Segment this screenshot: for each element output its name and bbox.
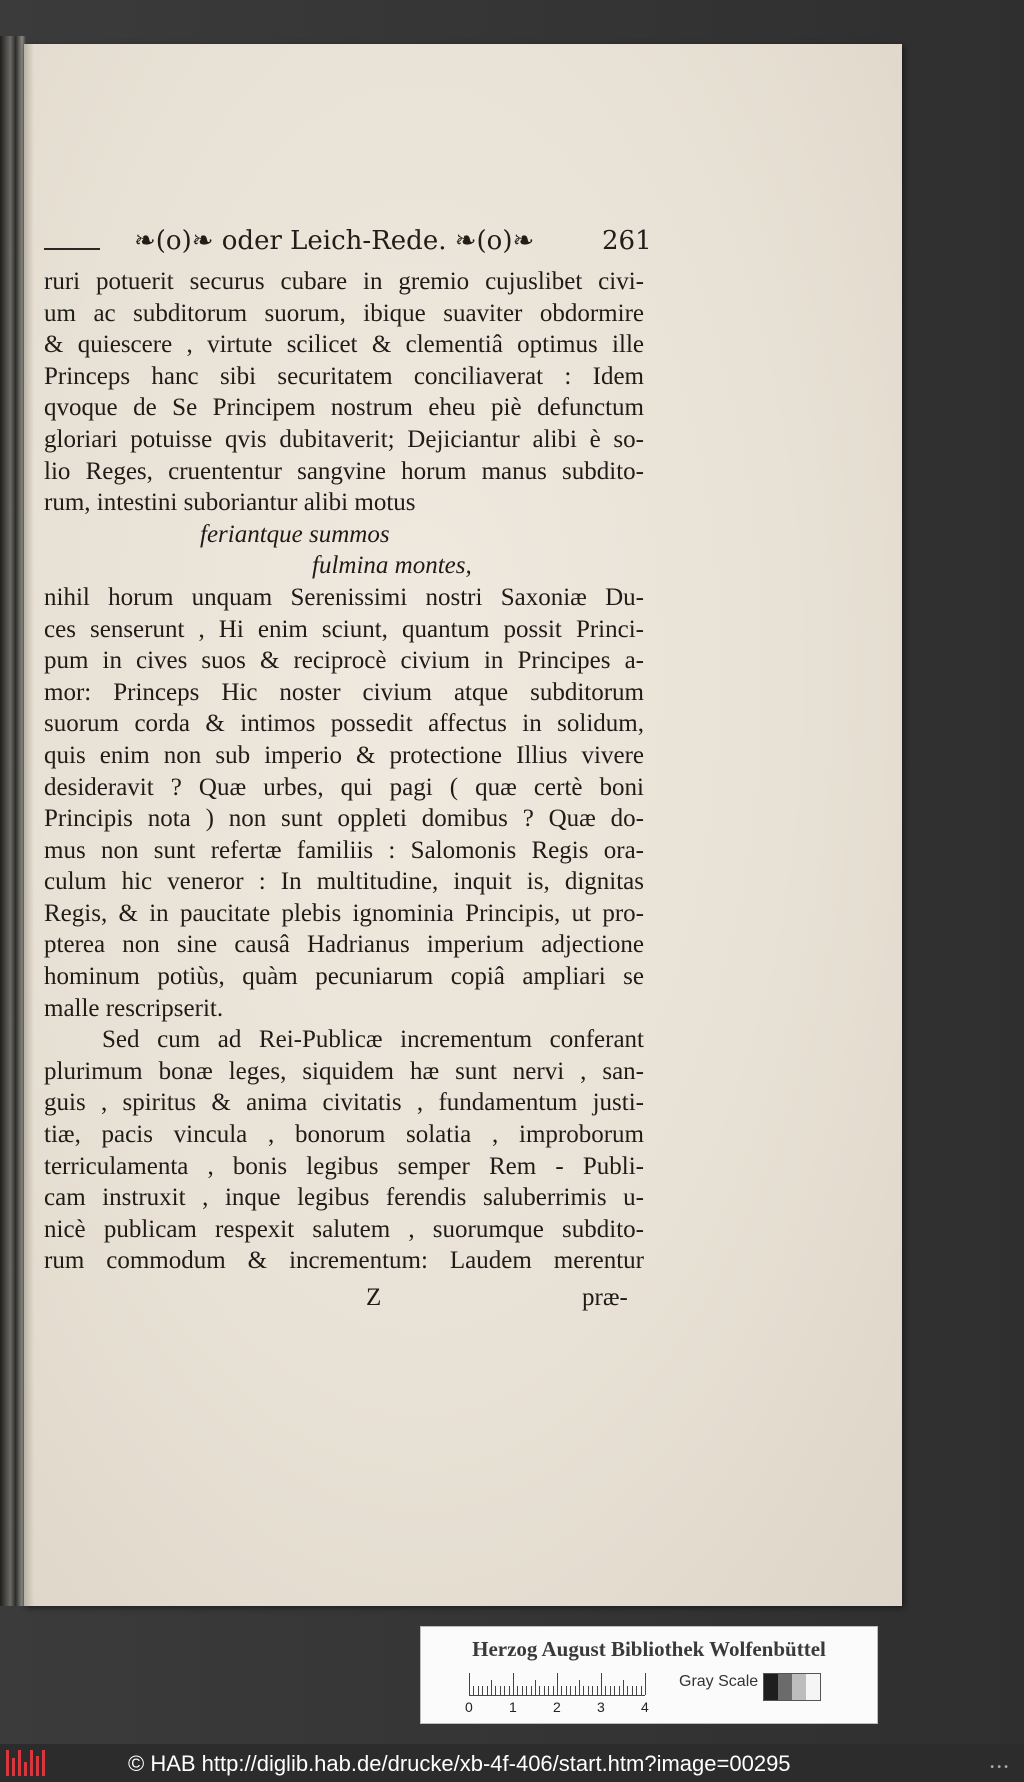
header-rule [44,248,100,250]
ruler-number: 0 [465,1699,473,1715]
text-line: terriculamenta , bonis legibus semper Rem - Publi- [44,1152,644,1180]
running-header [44,226,652,262]
text-line: Princeps hanc sibi securitatem conciliaverat : Idem [44,362,644,390]
ruler-tick [491,1680,492,1695]
signature-mark: Z [366,1284,382,1311]
ruler-tick [614,1686,615,1695]
gray-swatch [764,1674,778,1700]
ruler-tick [544,1686,545,1695]
ruler-tick [575,1686,576,1695]
text-line: quis enim non sub imperio & protectione Illius vivere [44,741,644,769]
text-line: cam instruxit , inque legibus ferendis saluberrimis u- [44,1184,644,1212]
text-line: guis , spiritus & anima civitatis , fundamentum justi- [44,1089,644,1117]
ruler-tick [517,1686,518,1695]
ruler-tick [526,1686,527,1695]
page-number: 261 [602,226,652,256]
text-line: rum, intestini suboriantur alibi motus [44,489,416,517]
header-title: ❧(o)❧ oder Leich-Rede. ❧(o)❧ [134,226,535,256]
ruler-number: 4 [641,1699,649,1715]
text-line: Principis nota ) non sunt oppleti domibus ? Quæ do- [44,805,644,833]
text-line: malle rescripserit. [44,994,224,1022]
ruler-tick [645,1673,646,1695]
text-line: ces senserunt , Hi enim sciunt, quantum possit Princi- [44,615,644,643]
ruler-tick [583,1686,584,1695]
ruler-tick [482,1686,483,1695]
text-line: Sed cum ad Rei-Publicæ incrementum conferant [102,1026,644,1054]
gray-scale-swatches [763,1673,821,1701]
ruler-tick [495,1686,496,1695]
ruler-tick [509,1686,510,1695]
ruler-tick [504,1686,505,1695]
more-dots-icon[interactable]: ••• [989,1762,1010,1773]
viewer-footer-bar [0,1744,1024,1782]
color-reference-card [420,1626,878,1724]
text-line: qvoque de Se Principem nostrum eheu piè defunctum [44,394,644,422]
ruler-tick [535,1680,536,1695]
ruler-tick [469,1673,470,1695]
ruler-tick [522,1686,523,1695]
ruler-tick [539,1686,540,1695]
ruler-tick [605,1686,606,1695]
body-text [44,266,644,1277]
ruler-tick [513,1673,514,1695]
ruler-numbers [461,1699,661,1717]
text-line: mor: Princeps Hic noster civium atque subditorum [44,678,644,706]
ruler-number: 3 [597,1699,605,1715]
ruler-tick [531,1686,532,1695]
text-line: gloriari potuisse qvis dubitaverit; Dejiciantur alibi è so- [44,425,644,453]
text-line: nicè publicam respexit salutem , suorumque subdito- [44,1215,644,1243]
page-gutter-shadow [24,44,34,1606]
ruler-tick [548,1686,549,1695]
text-line: fulmina montes, [312,552,472,580]
library-name: Herzog August Bibliothek Wolfenbüttel [472,1637,826,1661]
text-line: plurimum bonæ leges, siquidem hæ sunt nervi , san- [44,1057,644,1085]
ruler-tick [601,1673,602,1695]
text-line: suorum corda & intimos possedit affectus in solidum, [44,710,644,738]
ruler-tick [557,1673,558,1695]
text-line: ruri potuerit securus cubare in gremio cujuslibet civi- [44,268,644,295]
text-line: lio Reges, cruententur sangvine horum manus subdito- [44,457,644,485]
ruler-tick [597,1686,598,1695]
ruler-tick [487,1686,488,1695]
ruler-tick [570,1686,571,1695]
catchword: præ- [582,1284,628,1311]
text-line: pterea non sine causâ Hadrianus imperium adjectione [44,931,644,959]
text-line: tiæ, pacis vincula , bonorum solatia , improborum [44,1121,644,1149]
measurement-ruler [469,1671,645,1696]
text-line: nihil horum unquam Serenissimi nostri Saxoniæ Du- [44,583,644,611]
text-line: hominum potiùs, quàm pecuniarum copiâ ampliari se [44,963,644,991]
ruler-tick [553,1686,554,1695]
copyright-url[interactable]: © HAB http://diglib.hab.de/drucke/xb-4f-406/start.htm?image=00295 [128,1751,791,1776]
gray-swatch [806,1674,820,1700]
ruler-tick [579,1680,580,1695]
hab-logo-icon[interactable] [6,1750,48,1776]
gray-swatch [792,1674,806,1700]
text-line: um ac subditorum suorum, ibique suaviter obdormire [44,299,644,327]
ruler-tick [627,1686,628,1695]
text-line: mus non sunt refertæ familiis : Salomonis Regis ora- [44,836,644,864]
ruler-tick [636,1686,637,1695]
text-line: desideravit ? Quæ urbes, qui pagi ( quæ certè boni [44,773,644,801]
text-line: feriantque summos [200,520,390,548]
text-line: culum hic veneror : In multitudine, inquit is, dignitas [44,868,644,896]
ruler-tick [566,1686,567,1695]
ruler-number: 2 [553,1699,561,1715]
ruler-tick [588,1686,589,1695]
ruler-tick [592,1686,593,1695]
text-line: Regis, & in paucitate plebis ignominia Principis, ut pro- [44,899,644,927]
text-line: pum in cives suos & reciprocè civium in Principes a- [44,647,644,675]
text-line: rum commodum & incrementum: Laudem merentur [44,1247,644,1275]
ruler-tick [478,1686,479,1695]
ruler-tick [632,1686,633,1695]
ruler-number: 1 [509,1699,517,1715]
ruler-tick [619,1686,620,1695]
ruler-tick [500,1686,501,1695]
ruler-tick [473,1686,474,1695]
ruler-tick [561,1686,562,1695]
gray-swatch [778,1674,792,1700]
ruler-tick [641,1686,642,1695]
ruler-tick [623,1680,624,1695]
gray-scale-label: Gray Scale [679,1673,759,1690]
ruler-tick [610,1686,611,1695]
page-footer [44,1284,644,1316]
text-line: & quiescere , virtute scilicet & clementiâ optimus ille [44,331,644,359]
book-binding-edge [0,36,26,1606]
